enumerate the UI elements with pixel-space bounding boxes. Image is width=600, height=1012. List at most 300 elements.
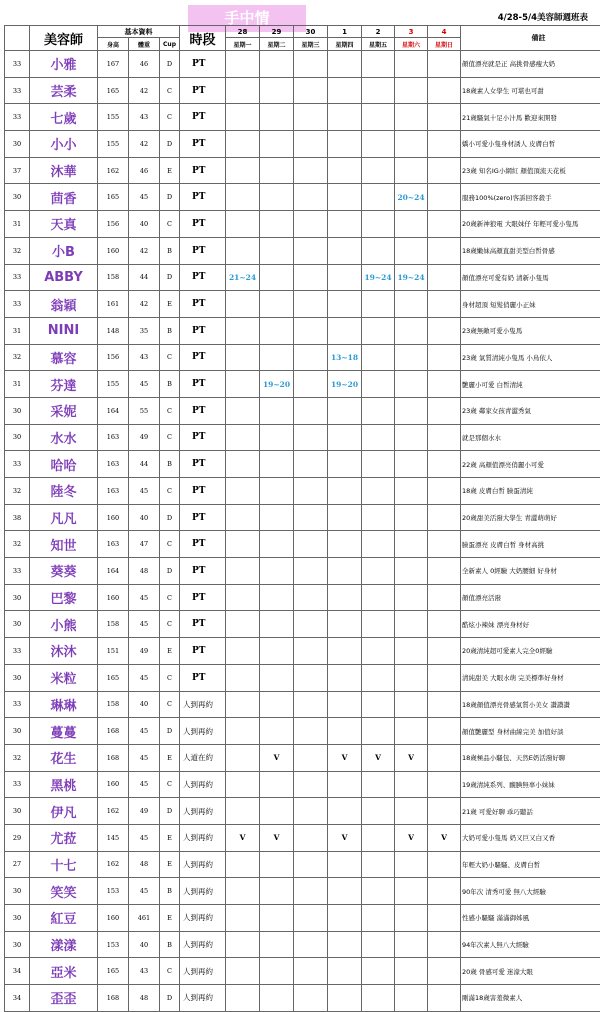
schedule-cell xyxy=(260,691,294,718)
schedule-cell xyxy=(328,878,362,905)
table-row xyxy=(5,264,600,291)
age-cell: 33 xyxy=(5,291,30,318)
stylist-name: 蔓蔓 xyxy=(30,718,98,745)
remark-cell: 18歲嫩妹高顏直甜美型白皙骨感 xyxy=(461,237,600,264)
schedule-cell xyxy=(395,985,428,1012)
schedule-cell xyxy=(395,237,428,264)
schedule-cell xyxy=(294,691,328,718)
weight-cell: 45 xyxy=(129,611,160,638)
table-row xyxy=(5,905,600,932)
schedule-cell xyxy=(226,184,260,211)
schedule-cell xyxy=(226,344,260,371)
schedule-cell xyxy=(428,424,461,451)
height-cell: 158 xyxy=(98,611,129,638)
period-cell: PT xyxy=(180,584,226,611)
period-cell: PT xyxy=(180,131,226,158)
schedule-cell xyxy=(328,558,362,585)
schedule-cell xyxy=(328,317,362,344)
schedule-cell xyxy=(226,77,260,104)
stylist-name: 知世 xyxy=(30,531,98,558)
stylist-name: 芸柔 xyxy=(30,77,98,104)
age-cell: 27 xyxy=(5,851,30,878)
weight-cell: 47 xyxy=(129,531,160,558)
schedule-cell xyxy=(362,985,395,1012)
stylist-name: 七歲 xyxy=(30,104,98,131)
table-row xyxy=(5,104,600,131)
period-cell: PT xyxy=(180,371,226,398)
schedule-cell xyxy=(328,77,362,104)
day-number-header: 2 xyxy=(362,26,395,38)
period-cell: PT xyxy=(180,211,226,238)
schedule-cell xyxy=(395,478,428,505)
schedule-cell xyxy=(428,611,461,638)
stylist-name: 巴黎 xyxy=(30,584,98,611)
schedule-cell xyxy=(428,237,461,264)
schedule-cell xyxy=(294,291,328,318)
weight-cell: 46 xyxy=(129,157,160,184)
height-cell: 156 xyxy=(98,344,129,371)
period-cell: 人到再約 xyxy=(180,985,226,1012)
table-row xyxy=(5,985,600,1012)
schedule-cell xyxy=(260,397,294,424)
schedule-cell xyxy=(395,611,428,638)
table-row xyxy=(5,451,600,478)
table-row xyxy=(5,531,600,558)
cup-cell: C xyxy=(160,611,180,638)
schedule-cell xyxy=(395,771,428,798)
age-cell: 33 xyxy=(5,638,30,665)
schedule-cell xyxy=(294,344,328,371)
schedule-cell xyxy=(294,157,328,184)
cup-cell: C xyxy=(160,104,180,131)
schedule-cell xyxy=(260,211,294,238)
schedule-cell xyxy=(395,424,428,451)
schedule-cell xyxy=(226,771,260,798)
schedule-cell xyxy=(328,531,362,558)
age-cell: 30 xyxy=(5,878,30,905)
weekday-header: 星期五 xyxy=(362,38,395,51)
weight-cell: 45 xyxy=(129,744,160,771)
table-row xyxy=(5,611,600,638)
period-cell: 人到再約 xyxy=(180,718,226,745)
schedule-cell xyxy=(294,397,328,424)
stylist-name: 天真 xyxy=(30,211,98,238)
schedule-cell xyxy=(260,878,294,905)
period-cell: PT xyxy=(180,451,226,478)
schedule-cell xyxy=(260,531,294,558)
schedule-cell xyxy=(226,291,260,318)
height-cell: 155 xyxy=(98,131,129,158)
schedule-cell xyxy=(362,878,395,905)
weight-cell: 45 xyxy=(129,584,160,611)
schedule-cell xyxy=(294,718,328,745)
table-row xyxy=(5,211,600,238)
age-cell: 33 xyxy=(5,451,30,478)
schedule-cell xyxy=(428,157,461,184)
period-cell: 人道在約 xyxy=(180,744,226,771)
height-cell: 165 xyxy=(98,77,129,104)
age-cell: 30 xyxy=(5,424,30,451)
cup-cell: C xyxy=(160,771,180,798)
stylist-name: ABBY xyxy=(30,264,98,291)
age-cell: 32 xyxy=(5,744,30,771)
schedule-cell xyxy=(362,131,395,158)
schedule-cell xyxy=(428,371,461,398)
remark-cell: 23歲 氣質清純小隻馬 小鳥依人 xyxy=(461,344,600,371)
day-number-header: 4 xyxy=(428,26,461,38)
schedule-cell: V xyxy=(260,744,294,771)
weight-cell: 44 xyxy=(129,451,160,478)
period-cell: PT xyxy=(180,531,226,558)
schedule-cell xyxy=(428,638,461,665)
weight-cell: 45 xyxy=(129,771,160,798)
stylist-name: 茴香 xyxy=(30,184,98,211)
cup-cell: B xyxy=(160,451,180,478)
schedule-cell xyxy=(428,317,461,344)
period-cell: PT xyxy=(180,157,226,184)
height-cell: 155 xyxy=(98,371,129,398)
schedule-cell xyxy=(362,931,395,958)
height-cell: 148 xyxy=(98,317,129,344)
weight-cell: 48 xyxy=(129,851,160,878)
weight-cell: 45 xyxy=(129,664,160,691)
schedule-cell xyxy=(328,638,362,665)
schedule-cell xyxy=(226,131,260,158)
schedule-cell xyxy=(328,611,362,638)
schedule-cell xyxy=(226,504,260,531)
schedule-cell xyxy=(428,744,461,771)
schedule-cell xyxy=(226,157,260,184)
age-cell: 33 xyxy=(5,264,30,291)
weight-cell: 44 xyxy=(129,264,160,291)
schedule-cell xyxy=(294,985,328,1012)
table-row xyxy=(5,638,600,665)
cup-cell: C xyxy=(160,691,180,718)
day-number-header: 1 xyxy=(328,26,362,38)
schedule-cell xyxy=(226,584,260,611)
schedule-cell xyxy=(428,104,461,131)
schedule-cell xyxy=(226,985,260,1012)
period-cell: PT xyxy=(180,638,226,665)
schedule-cell xyxy=(328,504,362,531)
weight-cell: 40 xyxy=(129,504,160,531)
schedule-cell xyxy=(362,771,395,798)
stylist-name: 紅豆 xyxy=(30,905,98,932)
schedule-cell: 19~24 xyxy=(395,264,428,291)
day-number-header: 3 xyxy=(395,26,428,38)
stylist-name: 翁穎 xyxy=(30,291,98,318)
schedule-cell xyxy=(260,344,294,371)
cup-cell: C xyxy=(160,211,180,238)
cup-cell: E xyxy=(160,851,180,878)
remark-cell: 94年次素人無八大經驗 xyxy=(461,931,600,958)
schedule-cell xyxy=(226,905,260,932)
schedule-cell xyxy=(328,985,362,1012)
schedule-cell xyxy=(362,718,395,745)
weight-cell: 43 xyxy=(129,344,160,371)
schedule-cell xyxy=(362,958,395,985)
cup-cell: C xyxy=(160,424,180,451)
cup-cell: C xyxy=(160,478,180,505)
schedule-cell xyxy=(428,851,461,878)
schedule-cell xyxy=(226,958,260,985)
table-row xyxy=(5,931,600,958)
height-cell: 161 xyxy=(98,291,129,318)
schedule-cell xyxy=(428,344,461,371)
schedule-cell xyxy=(260,424,294,451)
schedule-cell xyxy=(428,184,461,211)
table-row xyxy=(5,798,600,825)
schedule-cell xyxy=(328,931,362,958)
table-row xyxy=(5,77,600,104)
remark-cell: 23歲 鄰家女孩青澀秀氣 xyxy=(461,397,600,424)
weight-cell: 49 xyxy=(129,798,160,825)
height-cell: 168 xyxy=(98,718,129,745)
schedule-table xyxy=(4,25,600,1012)
weekday-header: 星期一 xyxy=(226,38,260,51)
remark-cell: 性感小騷騷 滿滿御姊風 xyxy=(461,905,600,932)
period-cell: 人到再約 xyxy=(180,798,226,825)
weight-cell: 40 xyxy=(129,691,160,718)
remark-cell: 全新素人 0經驗 大奶腰細 好身材 xyxy=(461,558,600,585)
stylist-name: 沐華 xyxy=(30,157,98,184)
stylist-name: 慕容 xyxy=(30,344,98,371)
schedule-cell xyxy=(294,77,328,104)
schedule-cell xyxy=(226,371,260,398)
schedule-cell xyxy=(260,504,294,531)
height-cell: 165 xyxy=(98,664,129,691)
schedule-cell xyxy=(226,718,260,745)
schedule-cell xyxy=(362,851,395,878)
table-row xyxy=(5,131,600,158)
schedule-cell: V xyxy=(226,824,260,851)
name-header: 美容師 xyxy=(30,26,98,51)
schedule-cell xyxy=(362,344,395,371)
schedule-cell xyxy=(328,958,362,985)
schedule-cell xyxy=(328,104,362,131)
cup-cell: C xyxy=(160,344,180,371)
height-cell: 162 xyxy=(98,798,129,825)
cup-cell: B xyxy=(160,878,180,905)
age-cell: 30 xyxy=(5,131,30,158)
period-cell: PT xyxy=(180,237,226,264)
stylist-name: 采妮 xyxy=(30,397,98,424)
schedule-cell xyxy=(260,291,294,318)
schedule-cell xyxy=(226,638,260,665)
schedule-cell xyxy=(294,798,328,825)
schedule-cell xyxy=(362,211,395,238)
schedule-cell xyxy=(260,558,294,585)
cup-cell: C xyxy=(160,397,180,424)
schedule-cell xyxy=(260,184,294,211)
schedule-cell xyxy=(260,104,294,131)
schedule-cell xyxy=(428,905,461,932)
height-cell: 162 xyxy=(98,851,129,878)
schedule-cell xyxy=(395,638,428,665)
stylist-name: 花生 xyxy=(30,744,98,771)
schedule-cell xyxy=(328,397,362,424)
schedule-cell xyxy=(428,51,461,78)
table-row xyxy=(5,344,600,371)
schedule-cell xyxy=(395,131,428,158)
cup-cell: E xyxy=(160,824,180,851)
schedule-cell xyxy=(395,691,428,718)
schedule-cell xyxy=(428,77,461,104)
schedule-cell xyxy=(395,905,428,932)
schedule-cell xyxy=(428,451,461,478)
cup-cell: D xyxy=(160,131,180,158)
weight-cell: 42 xyxy=(129,77,160,104)
weekday-header: 星期日 xyxy=(428,38,461,51)
period-cell: PT xyxy=(180,504,226,531)
cup-cell: D xyxy=(160,504,180,531)
weight-cell: 45 xyxy=(129,184,160,211)
height-cell: 163 xyxy=(98,531,129,558)
remark-cell: 90年次 清秀可愛 無八大經驗 xyxy=(461,878,600,905)
remark-cell: 21歲騷氣十足小汁馬 歡迎來開發 xyxy=(461,104,600,131)
weight-cell: 43 xyxy=(129,958,160,985)
schedule-cell xyxy=(395,211,428,238)
height-cell: 160 xyxy=(98,237,129,264)
schedule-cell xyxy=(226,451,260,478)
header-row-top xyxy=(5,26,600,38)
schedule-cell xyxy=(362,77,395,104)
remark-cell: 臉蛋漂亮 皮膚白皙 身材高挑 xyxy=(461,531,600,558)
height-header: 身高 xyxy=(98,38,129,51)
schedule-cell xyxy=(362,611,395,638)
schedule-cell xyxy=(362,504,395,531)
schedule-cell xyxy=(260,157,294,184)
stylist-name: 小雅 xyxy=(30,51,98,78)
weight-cell: 40 xyxy=(129,211,160,238)
schedule-cell xyxy=(362,824,395,851)
weight-cell: 35 xyxy=(129,317,160,344)
schedule-cell xyxy=(362,157,395,184)
schedule-cell xyxy=(294,958,328,985)
schedule-cell xyxy=(395,344,428,371)
remark-cell: 22歲 高顏值漂亮俏麗小可愛 xyxy=(461,451,600,478)
weight-cell: 49 xyxy=(129,424,160,451)
period-cell: PT xyxy=(180,397,226,424)
age-cell: 30 xyxy=(5,798,30,825)
age-cell: 34 xyxy=(5,985,30,1012)
schedule-cell xyxy=(294,424,328,451)
schedule-cell xyxy=(226,531,260,558)
schedule-cell xyxy=(260,638,294,665)
schedule-cell xyxy=(260,611,294,638)
age-cell: 38 xyxy=(5,504,30,531)
schedule-cell: 20~24 xyxy=(395,184,428,211)
stylist-name: 笑笑 xyxy=(30,878,98,905)
remark-cell: 就是那個水水 xyxy=(461,424,600,451)
schedule-cell xyxy=(428,798,461,825)
height-cell: 164 xyxy=(98,558,129,585)
schedule-cell xyxy=(395,584,428,611)
schedule-cell xyxy=(294,531,328,558)
schedule-cell xyxy=(362,237,395,264)
schedule-cell xyxy=(260,51,294,78)
schedule-cell xyxy=(260,237,294,264)
height-cell: 162 xyxy=(98,157,129,184)
schedule-cell xyxy=(395,104,428,131)
cup-cell: B xyxy=(160,931,180,958)
weight-cell: 49 xyxy=(129,638,160,665)
stylist-name: 芬達 xyxy=(30,371,98,398)
schedule-cell xyxy=(226,397,260,424)
schedule-cell xyxy=(395,291,428,318)
stylist-name: 琳琳 xyxy=(30,691,98,718)
age-cell: 32 xyxy=(5,237,30,264)
height-cell: 163 xyxy=(98,424,129,451)
table-row xyxy=(5,958,600,985)
schedule-cell: V xyxy=(328,744,362,771)
weight-cell: 48 xyxy=(129,985,160,1012)
table-row xyxy=(5,237,600,264)
table-row xyxy=(5,771,600,798)
period-cell: PT xyxy=(180,184,226,211)
age-cell: 31 xyxy=(5,211,30,238)
period-cell: 人到再約 xyxy=(180,878,226,905)
table-row xyxy=(5,558,600,585)
weight-cell: 45 xyxy=(129,478,160,505)
age-cell: 30 xyxy=(5,184,30,211)
table-row xyxy=(5,504,600,531)
remark-cell: 顏值漂亮就是正 高挑骨感瘦大奶 xyxy=(461,51,600,78)
schedule-cell xyxy=(294,504,328,531)
schedule-cell xyxy=(260,264,294,291)
schedule-cell xyxy=(294,744,328,771)
remark-cell: 服務100%(zero)客訴回客殺手 xyxy=(461,184,600,211)
schedule-cell xyxy=(395,531,428,558)
remark-cell: 大奶可愛小隻馬 奶又巨又白又香 xyxy=(461,824,600,851)
height-cell: 164 xyxy=(98,397,129,424)
schedule-cell xyxy=(328,584,362,611)
cup-cell: E xyxy=(160,291,180,318)
schedule-cell xyxy=(395,558,428,585)
schedule-cell xyxy=(328,451,362,478)
schedule-cell xyxy=(260,451,294,478)
age-header xyxy=(5,26,30,51)
schedule-cell xyxy=(226,798,260,825)
age-cell: 33 xyxy=(5,771,30,798)
schedule-cell xyxy=(395,931,428,958)
age-cell: 33 xyxy=(5,558,30,585)
schedule-cell xyxy=(395,958,428,985)
schedule-cell: V xyxy=(260,824,294,851)
schedule-cell: V xyxy=(362,744,395,771)
schedule-cell xyxy=(328,291,362,318)
schedule-cell xyxy=(395,157,428,184)
height-cell: 158 xyxy=(98,264,129,291)
schedule-title: 4/28-5/4美容師週班表 xyxy=(498,11,588,23)
schedule-cell xyxy=(395,51,428,78)
remark-cell: 嬌小可愛小隻身材誘人 皮膚白皙 xyxy=(461,131,600,158)
schedule-cell xyxy=(260,664,294,691)
period-cell: PT xyxy=(180,291,226,318)
height-cell: 153 xyxy=(98,878,129,905)
schedule-cell xyxy=(294,317,328,344)
cup-cell: D xyxy=(160,184,180,211)
height-cell: 160 xyxy=(98,771,129,798)
schedule-cell xyxy=(428,958,461,985)
schedule-cell xyxy=(294,611,328,638)
table-row xyxy=(5,424,600,451)
schedule-cell xyxy=(294,264,328,291)
height-cell: 156 xyxy=(98,211,129,238)
weekday-header: 星期三 xyxy=(294,38,328,51)
remark-cell: 年輕大奶小騷騷、皮膚白皙 xyxy=(461,851,600,878)
remark-cell: 顏值艷麗型 身材曲線完美 加值好談 xyxy=(461,718,600,745)
